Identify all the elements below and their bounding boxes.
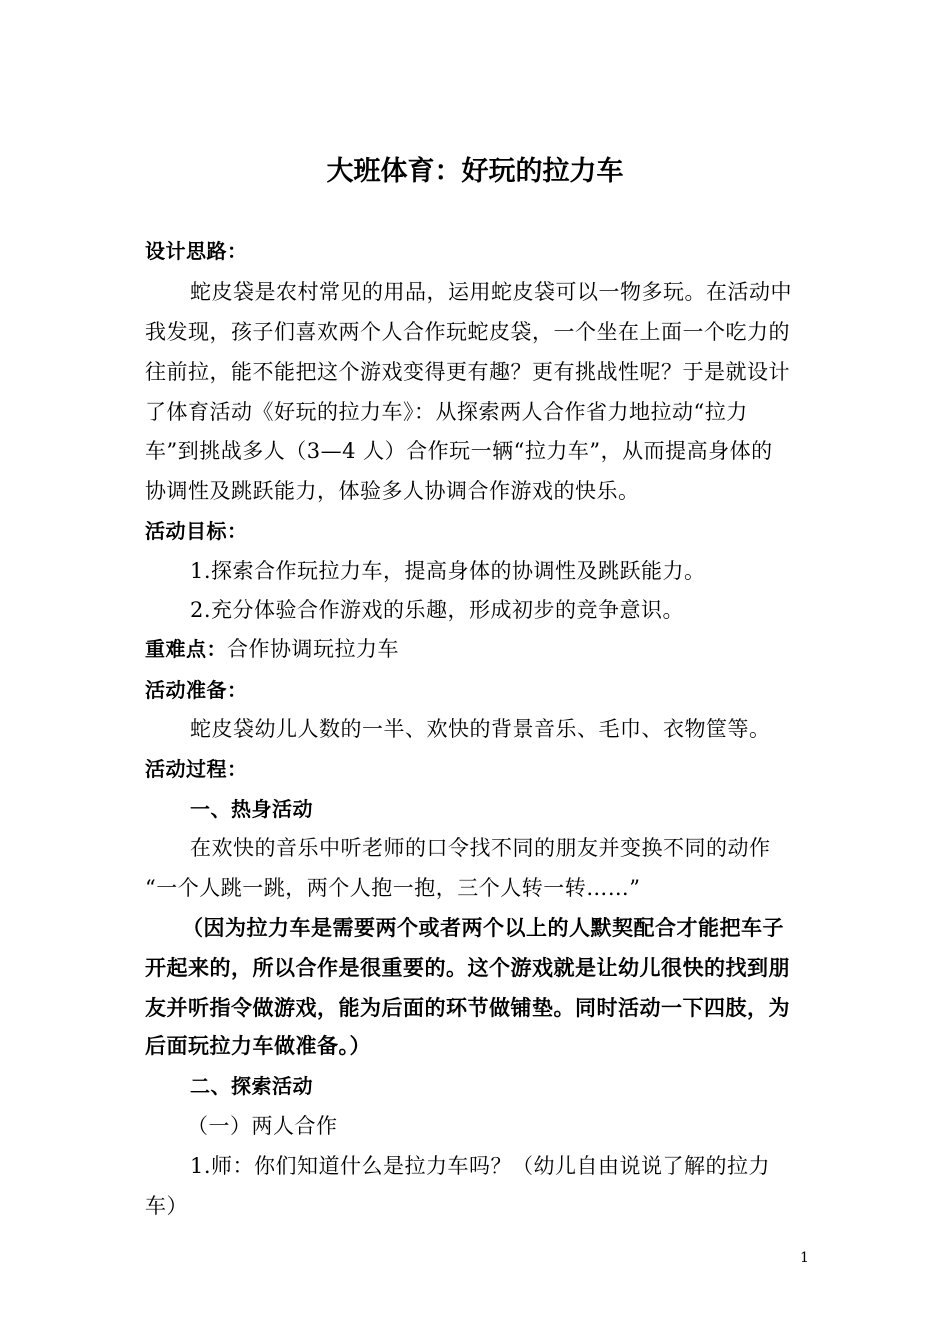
design-paragraph-line: 协调性及跳跃能力，体验多人协调合作游戏的快乐。 — [145, 479, 640, 503]
design-paragraph-line: 往前拉，能不能把这个游戏变得更有趣？更有挑战性呢？于是就设计 — [145, 360, 790, 384]
warmup-text: 在欢快的音乐中听老师的口令找不同的朋友并变换不同的动作 — [190, 836, 771, 860]
note-line: 开起来的，所以合作是很重要的。这个游戏就是让幼儿很快的找到朋 — [145, 955, 790, 980]
design-paragraph-line: 车”到挑战多人（3—4 人）合作玩一辆“拉力车”，从而提高身体的 — [145, 439, 773, 463]
subsection-heading: （一）两人合作 — [187, 1114, 338, 1138]
key-point-label: 重难点： — [145, 637, 227, 661]
prep-heading: 活动准备： — [145, 678, 248, 702]
goals-heading: 活动目标： — [145, 519, 248, 543]
question-text: 1.师：你们知道什么是拉力车吗？（幼儿自由说说了解的拉力 — [190, 1154, 771, 1178]
key-point-value: 合作协调玩拉力车 — [227, 637, 399, 661]
section-heading-explore: 二、探索活动 — [190, 1074, 313, 1098]
note-line: 后面玩拉力车做准备。） — [145, 1033, 371, 1058]
section-heading-warmup: 一、热身活动 — [190, 797, 313, 821]
page-number: 1 — [800, 1250, 809, 1266]
note-line: （因为拉力车是需要两个或者两个以上的人默契配合才能把车子 — [182, 915, 784, 940]
design-heading: 设计思路： — [145, 239, 248, 263]
question-text: 车） — [145, 1194, 188, 1218]
key-point-line — [145, 634, 399, 664]
design-paragraph-line: 蛇皮袋是农村常见的用品，运用蛇皮袋可以一物多玩。在活动中 — [190, 280, 792, 304]
warmup-text: “一个人跳一跳，两个人抱一抱，三个人转一转……” — [145, 876, 641, 900]
prep-text: 蛇皮袋幼儿人数的一半、欢快的背景音乐、毛巾、衣物筐等。 — [190, 717, 771, 741]
goal-item: 2.充分体验合作游戏的乐趣，形成初步的竞争意识。 — [190, 598, 685, 622]
design-paragraph-line: 了体育活动《好玩的拉力车》：从探索两人合作省力地拉动“拉力 — [145, 400, 748, 424]
process-heading: 活动过程： — [145, 757, 248, 781]
design-paragraph-line: 我发现，孩子们喜欢两个人合作玩蛇皮袋，一个坐在上面一个吃力的 — [145, 320, 790, 344]
document-title: 大班体育：好玩的拉力车 — [326, 156, 624, 187]
goal-item: 1.探索合作玩拉力车，提高身体的协调性及跳跃能力。 — [190, 559, 706, 583]
note-line: 友并听指令做游戏，能为后面的环节做铺垫。同时活动一下四肢，为 — [145, 995, 790, 1020]
